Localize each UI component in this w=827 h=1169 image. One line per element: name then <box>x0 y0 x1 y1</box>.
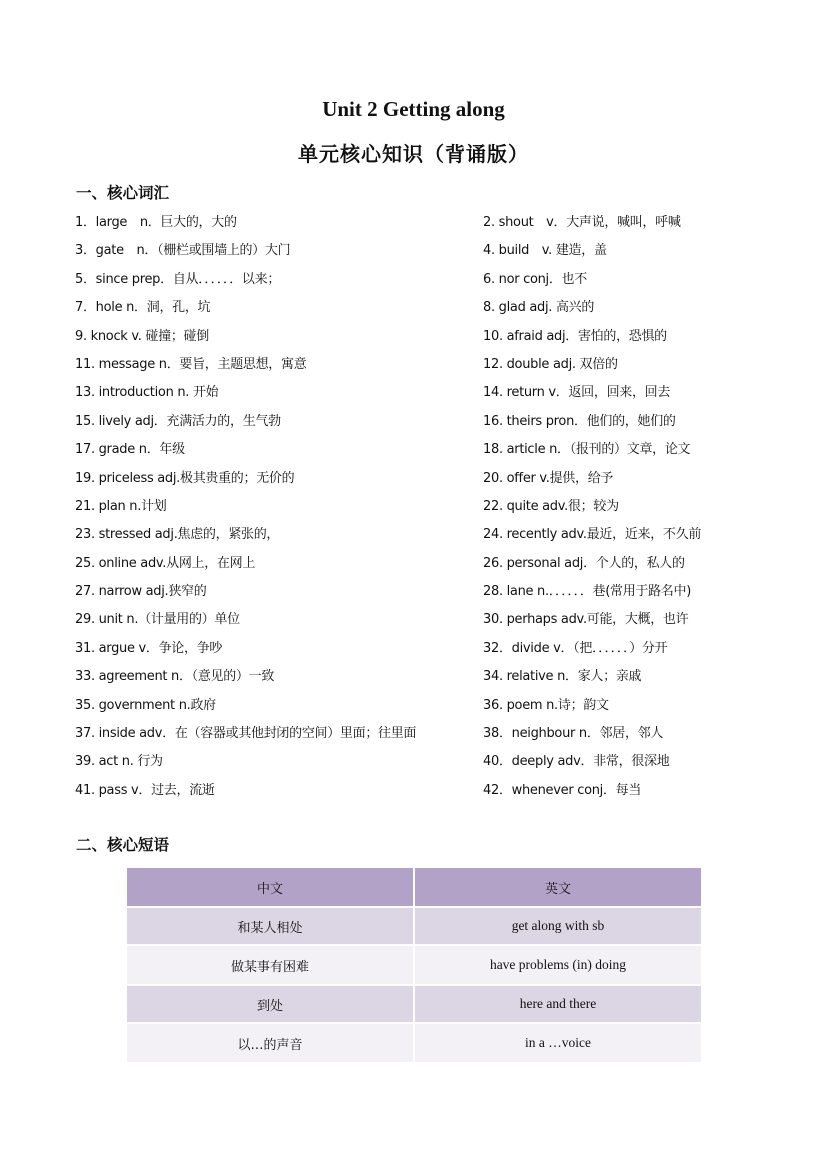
vocab-item: 11. message n．要旨，主题思想，寓意 <box>75 356 307 372</box>
vocab-item: 31. argue v．争论，争吵 <box>75 640 223 656</box>
vocab-item: 21. plan n.计划 <box>75 498 167 514</box>
vocab-item: 22. quite adv.很；较为 <box>483 498 619 514</box>
vocab-row <box>75 779 775 807</box>
vocab-row <box>75 438 775 466</box>
section-core-vocabulary-heading: 一、核心词汇 <box>76 184 170 202</box>
vocab-item: 37. inside adv．在（容器或其他封闭的空间）里面；往里面 <box>75 726 417 742</box>
vocab-item: 2. shout v．大声说，喊叫，呼喊 <box>483 215 681 230</box>
vocab-row <box>75 268 775 296</box>
phrase-chinese: 以…的声音 <box>126 1023 414 1063</box>
vocab-item: 36. poem n.诗；韵文 <box>483 697 609 713</box>
page-subtitle: 单元核心知识（背诵版） <box>298 142 529 166</box>
phrase-table-header-chinese: 中文 <box>126 867 414 907</box>
phrase-table-header-english: 英文 <box>414 867 702 907</box>
vocab-item: 25. online adv.从网上，在网上 <box>75 555 256 571</box>
phrase-english: here and there <box>414 985 702 1023</box>
vocab-item: 3．gate n．（栅栏或围墙上的）大门 <box>75 243 291 259</box>
phrase-chinese: 和某人相处 <box>126 907 414 945</box>
vocab-row <box>75 353 775 381</box>
vocab-item: 1．large n．巨大的，大的 <box>75 215 237 230</box>
vocab-item: 38．neighbour n．邻居，邻人 <box>483 726 664 742</box>
vocab-item: 5．since prep．自从．．．．．．以来； <box>75 271 281 287</box>
vocab-row <box>75 694 775 722</box>
vocab-item: 16. theirs pron．他们的，她们的 <box>483 413 676 429</box>
vocab-item: 20. offer v.提供，给予 <box>483 470 614 486</box>
vocab-item: 27. narrow adj.狭窄的 <box>75 584 207 600</box>
vocab-item: 18. article n．（报刊的）文章，论文 <box>483 442 691 458</box>
vocab-row <box>75 495 775 523</box>
vocab-item: 40．deeply adv．非常，很深地 <box>483 754 670 770</box>
section-core-phrases-heading: 二、核心短语 <box>76 836 170 854</box>
vocab-row <box>75 552 775 580</box>
vocab-item: 33. agreement n．（意见的）一致 <box>75 669 275 685</box>
vocab-item: 15. lively adj．充满活力的，生气勃 <box>75 413 281 429</box>
vocab-item: 13. introduction n. 开始 <box>75 385 219 401</box>
vocab-row <box>75 239 775 267</box>
table-row <box>126 907 702 945</box>
vocab-item: 4. build v. 建造，盖 <box>483 243 607 259</box>
vocab-item: 29. unit n.（计量用的）单位 <box>75 612 240 628</box>
vocab-item: 41. pass v．过去，流逝 <box>75 782 215 798</box>
vocabulary-list <box>75 211 775 807</box>
vocab-item: 12. double adj. 双倍的 <box>483 356 618 372</box>
phrase-english: get along with sb <box>414 907 702 945</box>
vocab-item: 35. government n.政府 <box>75 697 216 713</box>
vocab-row <box>75 467 775 495</box>
table-row <box>126 1023 702 1063</box>
vocab-item: 26. personal adj．个人的，私人的 <box>483 555 685 571</box>
vocab-item: 6. nor conj．也不 <box>483 271 587 287</box>
table-row <box>126 985 702 1023</box>
vocab-row <box>75 410 775 438</box>
vocab-row <box>75 722 775 750</box>
vocab-row <box>75 296 775 324</box>
phrase-english: have problems (in) doing <box>414 945 702 985</box>
vocab-row <box>75 325 775 353</box>
vocab-item: 34. relative n．家人；亲戚 <box>483 669 642 685</box>
vocab-item: 9. knock v. 碰撞；碰倒 <box>75 328 209 344</box>
vocab-item: 32．divide v．（把．．．．．．）分开 <box>483 640 668 656</box>
vocab-row <box>75 608 775 636</box>
vocab-item: 30. perhaps adv.可能，大概，也许 <box>483 612 689 628</box>
vocab-item: 19. priceless adj.极其贵重的；无价的 <box>75 470 295 486</box>
vocab-row <box>75 750 775 778</box>
vocab-item: 42．whenever conj．每当 <box>483 782 642 798</box>
vocab-item: 23. stressed adj.焦虑的，紧张的， <box>75 527 280 543</box>
vocab-row <box>75 381 775 409</box>
vocab-item: 10. afraid adj．害怕的，恐惧的 <box>483 328 667 344</box>
phrase-table <box>125 866 703 1064</box>
vocab-row <box>75 665 775 693</box>
page-title: Unit 2 Getting along <box>322 97 505 121</box>
vocab-row <box>75 523 775 551</box>
vocab-row <box>75 637 775 665</box>
phrase-table-header-row <box>126 867 702 907</box>
vocab-item: 14. return v．返回，回来，回去 <box>483 385 671 401</box>
vocab-item: 7．hole n．洞，孔，坑 <box>75 300 211 316</box>
vocab-item: 28. lane n.．．．．．．巷(常用于路名中) <box>483 584 691 600</box>
vocab-item: 39. act n. 行为 <box>75 754 163 770</box>
phrase-english: in a …voice <box>414 1023 702 1063</box>
vocab-row <box>75 580 775 608</box>
phrase-chinese: 到处 <box>126 985 414 1023</box>
vocab-item: 24. recently adv.最近，近来，不久前 <box>483 527 702 543</box>
vocab-row <box>75 211 775 239</box>
vocab-item: 17. grade n．年级 <box>75 442 185 458</box>
vocab-item: 8. glad adj. 高兴的 <box>483 300 595 316</box>
phrase-chinese: 做某事有困难 <box>126 945 414 985</box>
table-row <box>126 945 702 985</box>
